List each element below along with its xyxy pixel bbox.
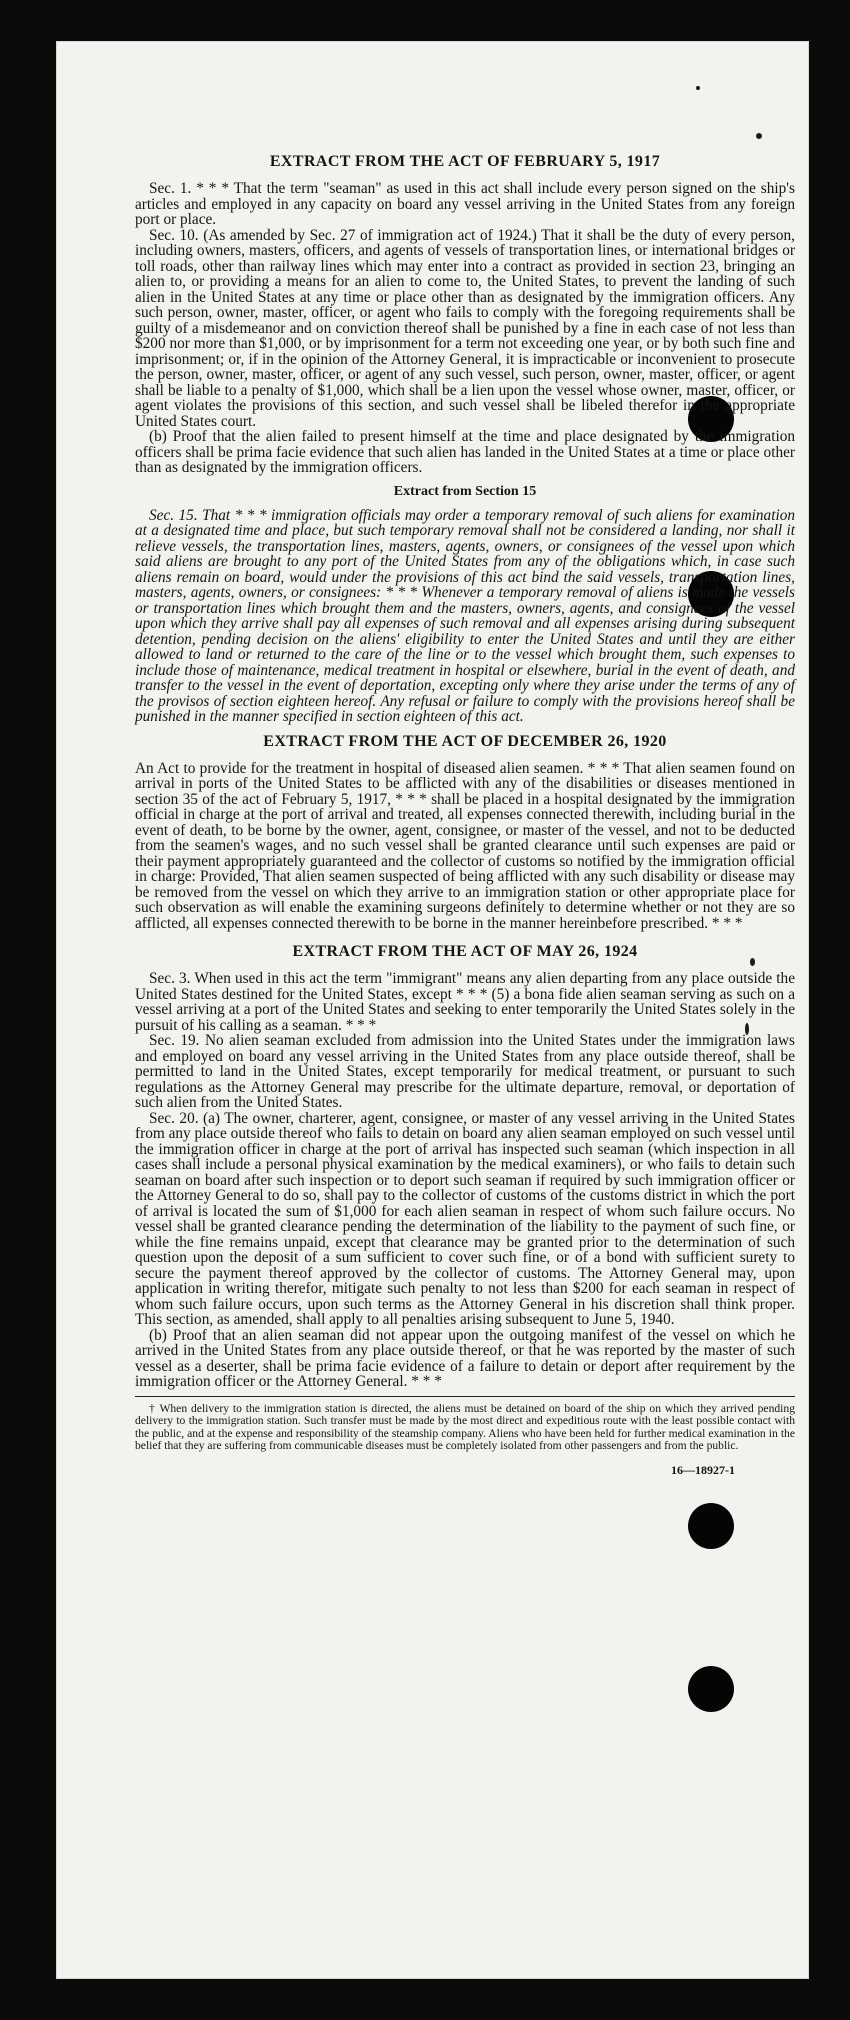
paragraph: Sec. 10. (As amended by Sec. 27 of immigration act of 1924.) That it shall be the duty of every person, including owners, masters, officers, and agents of vessels of transportation lines, or international bridges or toll roads, other than railway lines which may enter into a contract as provided in section 23, bringing an alien to, or providing a means for an alien to come to, the United States, to prevent the landing of such alien in the United States at any time or place other than as designated by the immigration officers. Any such person, owner, master, officer, or agent who fails to comply with the foregoing requirements shall be guilty of a misdemeanor and on conviction thereof shall be punished by a fine in each case of not less than $200 nor more than $1,000, or by imprisonment for a term not exceeding one year, or by both such fine and imprisonment; or, if in the opinion of the Attorney General, it is impracticable or inconvenient to prosecute the person, owner, master, officer, or agent of any such vessel, such person, owner, master, officer, or agent shall be liable to a penalty of $1,000, which shall be a lien upon the vessel whose owner, master, officer, or agent violates the provisions of this section, and such vessel shall be libeled therefor in the appropriate United States court. (135, 226, 795, 430)
paragraph: An Act to provide for the treatment in hospital of diseased alien seamen. * * * That alien seamen found on arrival in ports of the United States to be afflicted with any of the disabilities or diseases mentioned in section 35 of the act of February 5, 1917, * * * shall be placed in a hospital designated by the immigration official in charge at the port of arrival and treated, all expenses connected therewith, including burial in the event of death, to be borne by the owner, agent, consignee, or master of the vessel, and not to be deducted from the seamen's wages, and no such vessel shall be granted clearance until such expenses are paid or their payment appropriately guaranteed and the collector of customs so notified by the immigration official in charge: Provided, That alien seamen suspected of being afflicted with any such disability or disease may be removed from the vessel on which they arrive to an immigration station or other appropriate place for such observation as will enable the examining surgeons definitely to determine whether or not they are so afflicted, all expenses connected therewith to be borne in the manner hereinbefore prescribed. * * * (135, 759, 795, 932)
section-heading: EXTRACT FROM THE ACT OF MAY 26, 1924 (292, 943, 638, 960)
section-heading: EXTRACT FROM THE ACT OF FEBRUARY 5, 1917 (269, 153, 661, 170)
ink-speck (756, 133, 762, 139)
section-subheading: Extract from Section 15 (393, 483, 537, 499)
document-page (56, 41, 809, 1979)
ink-speck (696, 86, 700, 90)
paragraph: (b) Proof that the alien failed to present himself at the time and place designated by the immigration officers shall be prima facie evidence that such alien has landed in the United States at a time or place other than as designated by the immigration officers. (135, 428, 795, 476)
footnote-divider (135, 1396, 795, 1397)
punch-hole (688, 1666, 734, 1712)
section-act-1920 (135, 733, 795, 932)
paragraph: (b) Proof that an alien seaman did not appear upon the outgoing manifest of the vessel on which he arrived in the United States from any place outside thereof, or that he was reported by the master of such vessel as a deserter, shall be prima facie evidence of a failure to detain or deport after requirement by the immigration officer or the Attorney General. * * * (135, 1326, 795, 1390)
section-heading: EXTRACT FROM THE ACT OF DECEMBER 26, 1920 (263, 732, 667, 750)
section-act-1917 (135, 153, 795, 476)
paragraph: Sec. 3. When used in this act the term "immigrant" means any alien departing from any place outside the United States destined for the United States, except * * * (5) a bona fide alien seaman serving as such on a vessel arriving at a port of the United States and seeking to enter temporarily the United States solely in the pursuit of his calling as a seaman. * * * (135, 970, 795, 1034)
footnote: † When delivery to the immigration station is directed, the aliens must be detained on board of the ship on which they arrived pending delivery to the immigration station. Such transfer must be made by the most direct and expeditious route with the least possible contact with the public, and at the expense and responsibility of the steamship company. Aliens who have been held for further medical examination in the belief that they are suffering from communicable diseases must be completely isolated from other passengers and from the public. (135, 1401, 795, 1453)
punch-hole (688, 1503, 734, 1549)
section-15-extract (135, 484, 795, 725)
document-body (135, 153, 795, 1478)
paragraph: Sec. 15. That * * * immigration officials may order a temporary removal of such aliens for examination at a designated time and place, but such temporary removal shall not be considered a landing, nor shall it relieve vessels, the transportation lines, masters, agents, owners, or consignees of the vessel upon which said aliens are brought to any port of the United States from any of the obligations which, in case such aliens remain on board, would under the provisions of this act bind the said vessels, transportation lines, masters, agents, owners, or consignees: * * * Whenever a temporary removal of aliens is made the vessels or transportation lines which brought them and the masters, owners, agents, and consignees of the vessel upon which they arrive shall pay all expenses of such removal and all expenses arising during subsequent detention, pending decision on the aliens' eligibility to enter the United States and until they are either allowed to land or returned to the care of the line or to the vessel which brought them, such expenses to include those of maintenance, medical treatment in hospital or elsewhere, burial in the event of death, and transfer to the vessel in the event of deportation, excepting only where they arise under the terms of any of the provisos of section eighteen hereof. Any refusal or failure to comply with the provisions hereof shall be punished in the manner specified in section eighteen of this act. (135, 506, 795, 725)
section-act-1924 (135, 943, 795, 1390)
paragraph: Sec. 1. * * * That the term "seaman" as used in this act shall include every person signed on the ship's articles and employed in any capacity on board any vessel arriving in the United States from any foreign port or place. (135, 180, 795, 228)
form-number: 16—18927-1 (671, 1462, 735, 1477)
paragraph: Sec. 20. (a) The owner, charterer, agent, consignee, or master of any vessel arriving in the United States from any place outside thereof who fails to detain on board any alien seaman employed on such vessel until the immigration officer in charge at the port of arrival has inspected such seaman (which inspection in all cases shall include a personal physical examination by the medical examiners), or who fails to detain such seaman on board after such inspection or to deport such seaman if required by such immigration officer or the Attorney General to do so, shall pay to the collector of customs of the customs district in which the port of arrival is located the sum of $1,000 for each alien seaman in respect of whom such failure occurs. No vessel shall be granted clearance pending the determination of the liability to the payment of such fine, or while the fine remains unpaid, except that clearance may be granted prior to the determination of such question upon the deposit of a sum sufficient to cover such fine, or of a bond with sufficient surety to secure the payment thereof approved by the collector of customs. The Attorney General may, upon application in writing therefor, mitigate such penalty to not less than $200 for each seaman in respect of whom such failure occurs, upon such terms as the Attorney General in his discretion shall think proper. This section, as amended, shall apply to all penalties arising subsequent to June 5, 1940. (135, 1109, 795, 1328)
paragraph: Sec. 19. No alien seaman excluded from admission into the United States under the immigration laws and employed on board any vessel arriving in the United States from any place outside thereof, shall be permitted to land in the United States, except temporarily for medical treatment, or pursuant to such regulations as the Attorney General may prescribe for the ultimate departure, removal, or deportation of such alien from the United States. (135, 1032, 795, 1111)
